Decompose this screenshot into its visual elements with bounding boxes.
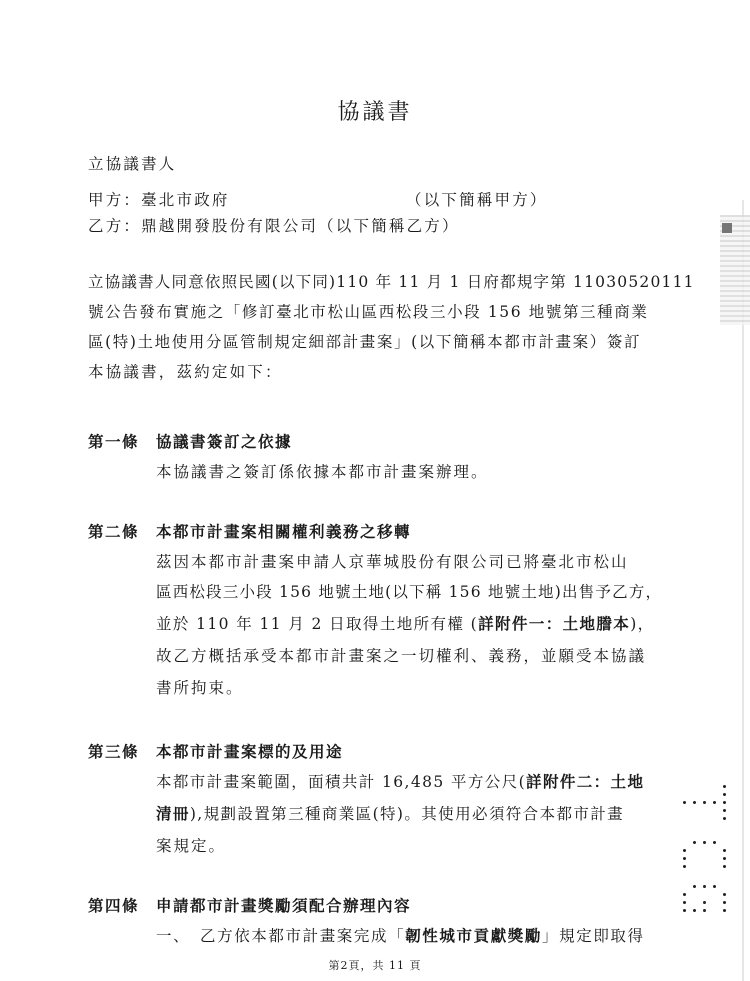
article-4-heading [88,894,411,916]
article-3-line-3: 案規定。 [156,837,227,855]
preamble-line-4: 本協議書，茲約定如下： [88,363,283,381]
article-2-line-1: 茲因本都市計畫案申請人京華城股份有限公司已將臺北市松山 [156,553,629,571]
party-a-label: 甲方：臺北市政府 [88,191,230,209]
page-footer: 第2頁，共 11 頁 [328,959,422,972]
article-3-line-2 [156,802,624,824]
party-b [88,214,460,236]
article-2-number: 第二條 [88,522,140,541]
article-3-line-2-text: ),規劃設置第三種商業區(特)。其使用必須符合本都市計畫 [189,805,625,823]
scan-artifact-strip [720,215,750,325]
article-2-line-2: 區西松段三小段 156 地號土地(以下稱 156 地號土地)出售予乙方， [156,583,663,601]
party-a [88,188,728,210]
preamble-line-1: 立協議書人同意依照民國(以下同)110 年 11 月 1 日府都規字第 11030520111 [88,273,695,291]
article-3-line-1-text: 本都市計畫案範圍，面積共計 16,485 平方公尺( [156,773,527,791]
article-1-number: 第一條 [88,432,140,451]
preamble-line-2: 號公告發布實施之「修訂臺北市松山區西松段三小段 156 地號第三種商業 [88,303,649,321]
preamble-line-3: 區(特)土地使用分區管制規定細部計畫案」(以下簡稱本都市計畫案）簽訂 [88,333,642,351]
article-1-title: 協議書簽訂之依據 [156,432,293,451]
article-1-heading [88,430,292,452]
attachment-2-ref-part2: 清冊 [156,804,190,823]
item-marker: 一、 [156,927,191,945]
article-2-line-3-suffix: )， [630,615,655,633]
resilient-city-bonus: 韌性城市貢獻獎勵 [405,926,543,945]
article-3-title: 本都市計畫案標的及用途 [156,742,344,761]
article-2-line-3 [156,612,655,634]
article-2-line-4: 故乙方概括承受本都市計畫案之一切權利、義務，並願受本協議 [156,647,647,665]
item-1-prefix: 乙方依本都市計畫案完成「 [200,927,406,945]
attachment-1-ref: 詳附件一：土地謄本 [478,614,631,633]
signatories-label: 立協議書人 [88,155,177,173]
article-3-line-1 [156,770,644,792]
item-1-suffix: 」規定即取得 [542,927,645,945]
party-a-note: （以下簡稱甲方） [406,191,548,209]
party-b-label: 乙方：鼎越開發股份有限公司 [88,217,319,235]
article-4-item-1 [156,924,645,946]
perforation-dots [680,785,730,925]
article-2-heading [88,520,411,542]
article-4-title: 申請都市計畫獎勵須配合辦理內容 [156,896,412,915]
article-1-line-1: 本協議書之簽訂係依據本都市計畫案辦理。 [156,463,489,481]
article-3-heading [88,740,343,762]
party-b-note: （以下簡稱乙方） [318,217,460,235]
document-title: 協議書 [337,100,413,125]
article-4-number: 第四條 [88,896,140,915]
article-2-title: 本都市計畫案相關權利義務之移轉 [156,522,412,541]
article-3-number: 第三條 [88,742,140,761]
article-2-line-5: 書所拘束。 [156,679,244,697]
article-2-line-3-text: 並於 110 年 11 月 2 日取得土地所有權 ( [156,615,479,633]
attachment-2-ref-part1: 詳附件二：土地 [526,772,645,791]
